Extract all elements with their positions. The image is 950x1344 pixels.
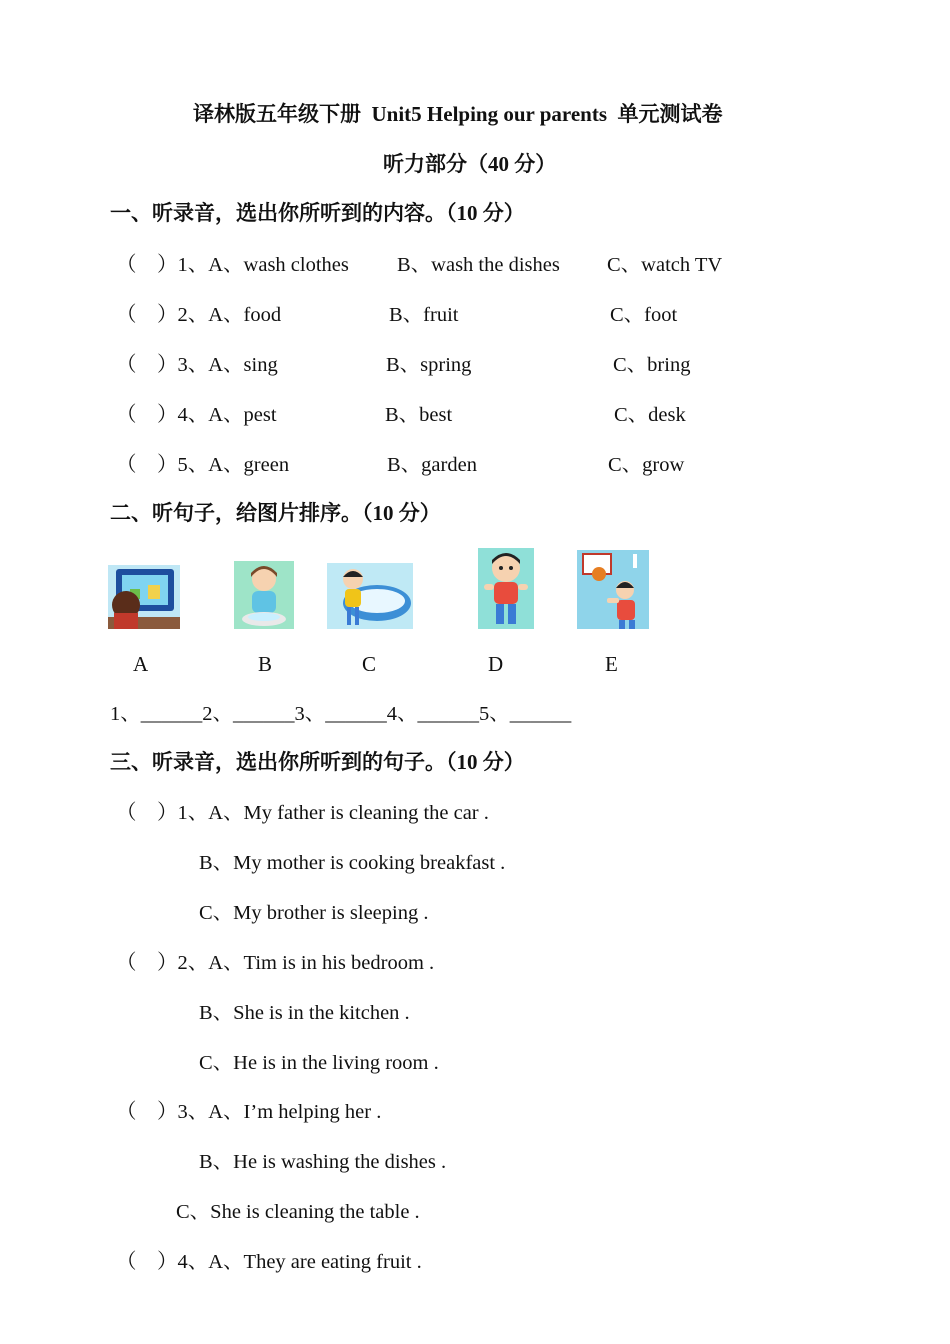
s3-q1-a: （ ）1、A、My father is cleaning the car . bbox=[116, 802, 489, 824]
picture-d-boy bbox=[478, 548, 534, 629]
picture-e-basketball bbox=[577, 550, 649, 629]
picture-label-b: B bbox=[258, 652, 273, 676]
s1-q5-c: C、grow bbox=[608, 454, 685, 476]
s1-q3-c: C、bring bbox=[613, 354, 691, 376]
picture-label-d: D bbox=[488, 652, 504, 676]
section2-heading: 二、听句子，给图片排序。（10 分） bbox=[110, 501, 441, 525]
picture-label-c: C bbox=[362, 652, 377, 676]
s1-q1-c: C、watch TV bbox=[607, 254, 723, 276]
s3-q1-b: B、My mother is cooking breakfast . bbox=[199, 852, 506, 874]
s1-q3-a: （ ）3、A、sing bbox=[116, 354, 278, 376]
s1-q1-b: B、wash the dishes bbox=[397, 254, 560, 276]
section3-heading: 三、听录音，选出你所听到的句子。（10 分） bbox=[110, 750, 525, 774]
s3-q2-a: （ ）2、A、Tim is in his bedroom . bbox=[116, 952, 435, 974]
s1-q4-b: B、best bbox=[385, 404, 453, 426]
picture-a-watch-tv bbox=[108, 565, 180, 629]
picture-b-wash-clothes bbox=[234, 561, 294, 629]
s1-q3-b: B、spring bbox=[386, 354, 472, 376]
s1-q4-c: C、desk bbox=[614, 404, 686, 426]
s3-q1-c: C、My brother is sleeping . bbox=[199, 902, 429, 924]
page-subtitle: 听力部分（40 分） bbox=[383, 152, 557, 176]
s3-q2-c: C、He is in the living room . bbox=[199, 1052, 439, 1074]
s3-q3-b: B、He is washing the dishes . bbox=[199, 1151, 447, 1173]
s3-q3-c: C、She is cleaning the table . bbox=[176, 1201, 420, 1223]
picture-c-wash-dishes bbox=[327, 563, 413, 629]
page-title: 译林版五年级下册 Unit5 Helping our parents 单元测试卷 bbox=[193, 102, 723, 126]
s1-q1-a: （ ）1、A、wash clothes bbox=[116, 254, 349, 276]
picture-label-e: E bbox=[605, 652, 618, 676]
section1-heading: 一、听录音，选出你所听到的内容。（10 分） bbox=[110, 201, 525, 225]
s1-q5-a: （ ）5、A、green bbox=[116, 454, 290, 476]
answer-line: 1、______2、______3、______4、______5、______ bbox=[110, 703, 572, 725]
s1-q2-b: B、fruit bbox=[389, 304, 459, 326]
s3-q4-a: （ ）4、A、They are eating fruit . bbox=[116, 1251, 422, 1273]
s3-q2-b: B、She is in the kitchen . bbox=[199, 1002, 410, 1024]
s1-q2-c: C、foot bbox=[610, 304, 678, 326]
s1-q5-b: B、garden bbox=[387, 454, 477, 476]
s1-q2-a: （ ）2、A、food bbox=[116, 304, 282, 326]
picture-label-a: A bbox=[133, 652, 149, 676]
s1-q4-a: （ ）4、A、pest bbox=[116, 404, 277, 426]
s3-q3-a: （ ）3、A、I’m helping her . bbox=[116, 1101, 382, 1123]
